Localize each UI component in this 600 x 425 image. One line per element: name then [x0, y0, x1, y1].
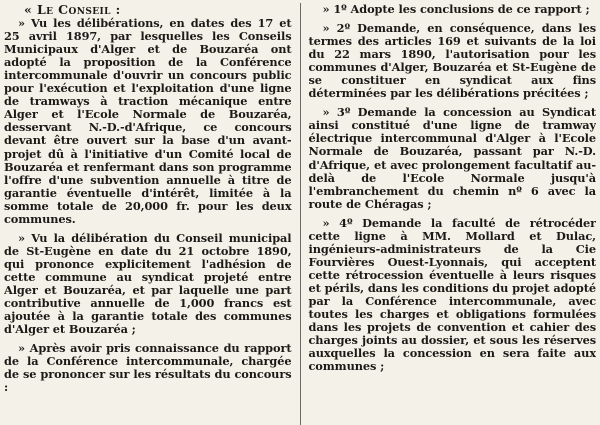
paragraph-deliberation-st-eugene: » Vu la délibération du Conseil municipal de St-Eugène en date du 21 octobre 1890, qui prononce explicitement l'adhésion de cette commune au syndicat projeté entre Alger et Bouzaréa, et par laquelle une part contributive annuelle de 1,000 francs est ajoutée à la garantie totale des communes d'Alger et Bouzaréa ; [4, 230, 292, 337]
paragraph-article-4: » 4º Demande la faculté de rétrocéder cette ligne à MM. Mollard et Dulac, ingénieurs-administrateurs de la Cie Fourvières Ouest-Lyonnais, qui acceptent cette rétrocession éventuelle à leurs risques et périls, dans les conditions du projet adopté par la Conférence intercommunale, avec toutes les charges et obligations formulées dans les projets de convention et cahier des charges joints au dossier, et sous les réserves auxquelles la concession en sera faite aux communes ; [308, 215, 596, 374]
paragraph-rapport-conference: » Après avoir pris connaissance du rapport de la Conférence intercommunale, chargée de se prononcer sur les résultats du concours : [4, 341, 292, 395]
paragraph-article-1: » 1º Adopte les conclusions de ce rapport ; [322, 3, 590, 16]
right-column [301, 3, 597, 425]
paragraph-article-2: » 2º Demande, en conséquence, dans les termes des articles 169 et suivants de la loi du 22 mars 1890, l'autorisation pour les communes d'Alger, Bouzaréa et St-Eugène de se constituer en syndicat aux fins déterminées par les délibérations précitées ; [308, 21, 596, 101]
paragraph-article-3: » 3º Demande la concession au Syndicat ainsi constitué d'une ligne de tramway électrique intercommunal d'Alger à l'Ecole Normale de Bouzaréa, passant par N.-D. d'Afrique, et avec prolongement facultatif au-delà de l'Ecole Normale jusqu'à l'embranchement du chemin nº 6 avec la route de Chéragas ; [308, 105, 596, 211]
section-heading: « Le Conseil : [24, 3, 121, 17]
left-column [4, 3, 301, 425]
paragraph-deliberations-alger-bouzarea: » Vu les délibérations, en dates des 17 et 25 avril 1897, par lesquelles les Conseils Municipaux d'Alger et de Bouzaréa ont adopté la proposition de la Conférence intercommunale d'ouvrir un concours public pour l'exécution et l'exploitation d'une ligne de tramways à traction mécanique entre Alger et l'Ecole Normale de Bouzaréa, desservant N.-D.-d'Afrique, ce concours devant être ouvert sur la base d'un avant-projet dû à l'initiative d'un Comité local de Bouzaréa et renfermant dans son programme l'offre d'une subvention annuelle à titre de garantie éventuelle d'intérêt, limitée à la somme totale de 20,000 fr. pour les deux communes. [4, 16, 292, 226]
